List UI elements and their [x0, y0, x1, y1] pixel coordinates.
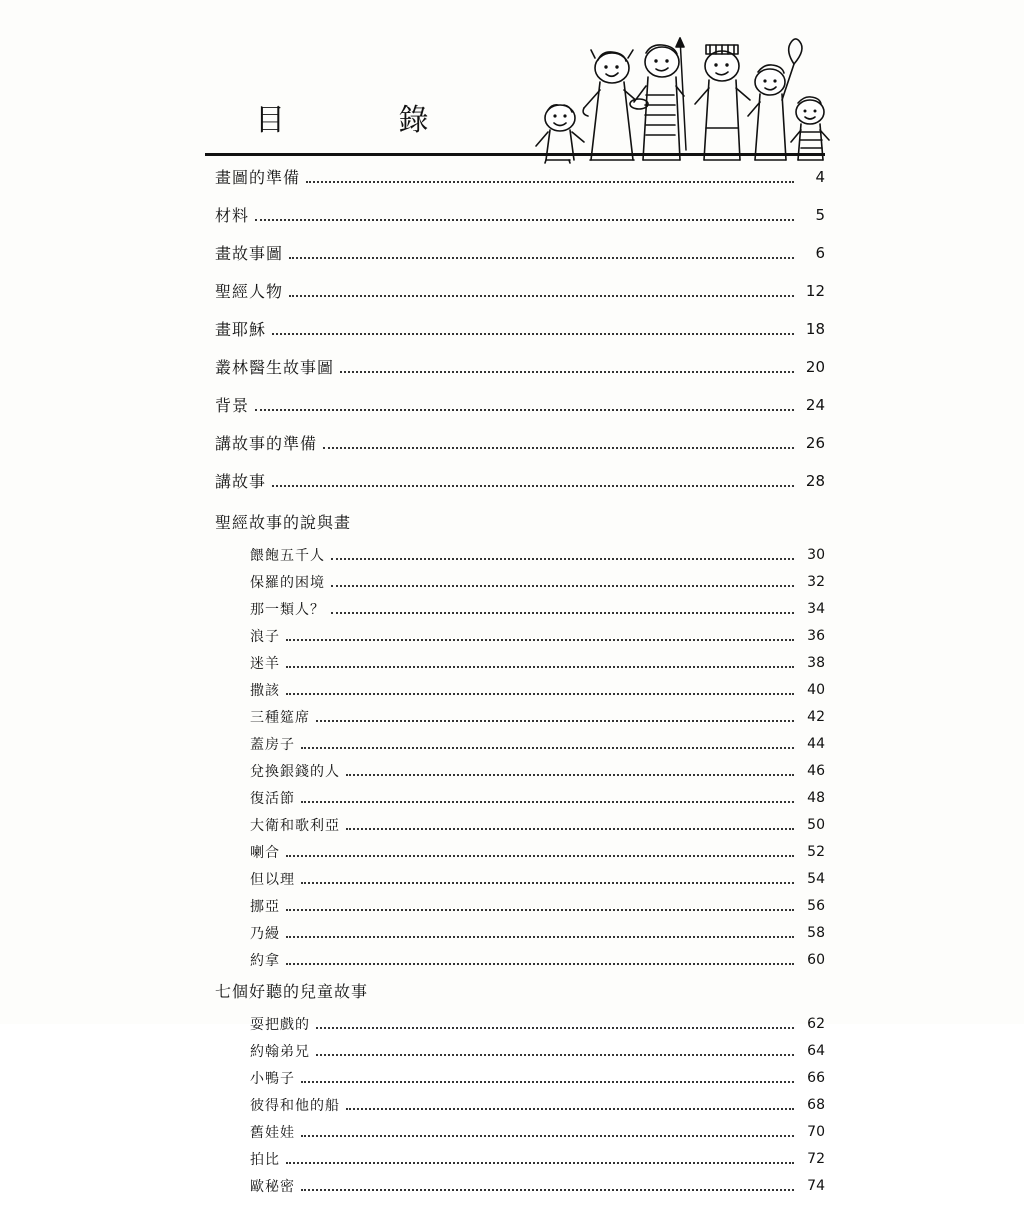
toc-leader-dots: [306, 175, 794, 183]
toc-entry-label: 撒該: [250, 683, 280, 699]
toc-entry-label: 拍比: [250, 1152, 280, 1168]
toc-entry-page-number: 6: [815, 244, 825, 262]
toc-entry[interactable]: [205, 898, 825, 914]
toc-entry-page-number: 26: [805, 434, 825, 452]
toc-entry[interactable]: [205, 320, 825, 338]
toc-leader-dots: [301, 741, 794, 749]
toc-entry-label: 兌換銀錢的人: [250, 764, 340, 780]
toc-entry-page-number: 74: [807, 1178, 825, 1194]
toc-entry-page-number: 32: [807, 574, 825, 590]
toc-sections: [205, 510, 825, 1194]
toc-section-heading: 聖經故事的說與畫: [215, 513, 352, 532]
toc-entry-page-number: 24: [805, 396, 825, 414]
toc-entry-page-number: 52: [807, 844, 825, 860]
toc-entry-label: 講故事的準備: [215, 434, 318, 453]
toc-entry-label: 小鴨子: [250, 1071, 295, 1087]
toc-entry[interactable]: [205, 1016, 825, 1032]
toc-entry[interactable]: [205, 358, 825, 376]
toc-entry[interactable]: [205, 434, 825, 452]
toc-entry-page-number: 72: [807, 1151, 825, 1167]
toc-entry[interactable]: [205, 1178, 825, 1194]
toc-entry[interactable]: [205, 709, 825, 725]
toc-section: [205, 979, 825, 1194]
toc-entry-label: 蓋房子: [250, 737, 295, 753]
toc-entry-label: 浪子: [250, 629, 280, 645]
toc-entry-page-number: 56: [807, 898, 825, 914]
toc-entry[interactable]: [205, 763, 825, 779]
toc-leader-dots: [286, 903, 794, 911]
toc-entry-page-number: 46: [807, 763, 825, 779]
toc-entry[interactable]: [205, 925, 825, 941]
toc-entry-page-number: 28: [805, 472, 825, 490]
toc-leader-dots: [301, 876, 794, 884]
toc-entry-page-number: 70: [807, 1124, 825, 1140]
toc-leader-dots: [331, 579, 794, 587]
toc-entry-label: 彼得和他的船: [250, 1098, 340, 1114]
toc-entry-label: 背景: [215, 396, 250, 415]
toc-leader-dots: [272, 479, 794, 487]
toc-entry-label: 耍把戲的: [250, 1017, 310, 1033]
toc-entry[interactable]: [205, 574, 825, 590]
toc-entry-page-number: 34: [807, 601, 825, 617]
toc-entry[interactable]: [205, 1043, 825, 1059]
toc-entry-label: 喇合: [250, 845, 280, 861]
toc-entry-page-number: 4: [815, 168, 825, 186]
toc-entry-label: 那一類人？: [250, 602, 325, 618]
toc-entry[interactable]: [205, 244, 825, 262]
toc-leader-dots: [272, 327, 794, 335]
toc-entry-label: 復活節: [250, 791, 295, 807]
toc-entry-page-number: 40: [807, 682, 825, 698]
toc-entry[interactable]: [205, 1070, 825, 1086]
hand-drawn-children-figures-illustration: [520, 20, 830, 160]
toc-entry[interactable]: [205, 168, 825, 186]
toc-entry-label: 畫圖的準備: [215, 168, 301, 187]
toc-entry-label: 約翰弟兄: [250, 1044, 310, 1060]
toc-leader-dots: [301, 795, 794, 803]
toc-entry-label: 但以理: [250, 872, 295, 888]
toc-entry[interactable]: [205, 1151, 825, 1167]
toc-leader-dots: [331, 606, 794, 614]
toc-entry-label: 材料: [215, 206, 250, 225]
toc-entry-label: 歐秘密: [250, 1179, 295, 1195]
toc-leader-dots: [289, 251, 794, 259]
toc-leader-dots: [346, 768, 794, 776]
toc-entry-label: 大衛和歌利亞: [250, 818, 340, 834]
toc-leader-dots: [323, 441, 794, 449]
toc-entry[interactable]: [205, 844, 825, 860]
toc-entry-label: 講故事: [215, 472, 267, 491]
toc-entry[interactable]: [205, 871, 825, 887]
toc-leader-dots: [301, 1183, 794, 1191]
toc-entry-label: 約拿: [250, 953, 280, 969]
toc-entry-page-number: 50: [807, 817, 825, 833]
toc-entry-page-number: 68: [807, 1097, 825, 1113]
toc-leader-dots: [316, 714, 794, 722]
toc-entry-page-number: 30: [807, 547, 825, 563]
toc-leader-dots: [346, 822, 794, 830]
toc-main-entries: [205, 168, 825, 490]
toc-leader-dots: [286, 633, 794, 641]
toc-entry-label: 三種筵席: [250, 710, 310, 726]
toc-entry[interactable]: [205, 1124, 825, 1140]
toc-leader-dots: [301, 1075, 794, 1083]
toc-entry[interactable]: [205, 817, 825, 833]
toc-entry-page-number: 18: [805, 320, 825, 338]
toc-leader-dots: [346, 1102, 794, 1110]
toc-leader-dots: [316, 1021, 794, 1029]
toc-entry-label: 聖經人物: [215, 282, 284, 301]
toc-entry-page-number: 48: [807, 790, 825, 806]
toc-entry[interactable]: [205, 472, 825, 490]
toc-leader-dots: [316, 1048, 794, 1056]
toc-entry[interactable]: [205, 628, 825, 644]
toc-entry-label: 畫耶穌: [215, 320, 267, 339]
toc-entry-label: 乃縵: [250, 926, 280, 942]
toc-entry[interactable]: [205, 655, 825, 671]
toc-leader-dots: [286, 1156, 794, 1164]
toc-leader-dots: [255, 403, 794, 411]
toc-entry-page-number: 54: [807, 871, 825, 887]
toc-entry[interactable]: [205, 736, 825, 752]
toc-leader-dots: [286, 687, 794, 695]
toc-entry-label: 保羅的困境: [250, 575, 325, 591]
toc-entry[interactable]: [205, 206, 825, 224]
toc-entry-label: 餵飽五千人: [250, 548, 325, 564]
toc-entry-page-number: 44: [807, 736, 825, 752]
toc-entry-label: 畫故事圖: [215, 244, 284, 263]
toc-entry[interactable]: [205, 790, 825, 806]
toc-entry-page-number: 58: [807, 925, 825, 941]
toc-entry[interactable]: [205, 1097, 825, 1113]
toc-entry-page-number: 36: [807, 628, 825, 644]
toc-entry[interactable]: [205, 601, 825, 617]
toc-entry-page-number: 62: [807, 1016, 825, 1032]
toc-entry[interactable]: [205, 396, 825, 414]
toc-leader-dots: [301, 1129, 794, 1137]
toc-entry-page-number: 20: [805, 358, 825, 376]
toc-leader-dots: [286, 849, 794, 857]
toc-entry-label: 叢林醫生故事圖: [215, 358, 335, 377]
table-of-contents: [205, 168, 825, 1205]
toc-leader-dots: [286, 930, 794, 938]
toc-entry-page-number: 38: [807, 655, 825, 671]
page-title: 目 錄: [255, 103, 481, 138]
toc-entry-page-number: 42: [807, 709, 825, 725]
toc-entry-page-number: 60: [807, 952, 825, 968]
toc-leader-dots: [289, 289, 794, 297]
toc-section: [205, 510, 825, 968]
toc-entry-label: 舊娃娃: [250, 1125, 295, 1141]
toc-leader-dots: [286, 957, 794, 965]
toc-entry-page-number: 66: [807, 1070, 825, 1086]
toc-leader-dots: [255, 213, 794, 221]
toc-entry[interactable]: [205, 282, 825, 300]
toc-entry-page-number: 5: [815, 206, 825, 224]
toc-section-heading: 七個好聽的兒童故事: [215, 982, 369, 1001]
toc-entry[interactable]: [205, 952, 825, 968]
toc-leader-dots: [340, 365, 794, 373]
toc-entry-page-number: 64: [807, 1043, 825, 1059]
toc-entry-label: 迷羊: [250, 656, 280, 672]
toc-entry[interactable]: [205, 547, 825, 563]
toc-entry-page-number: 12: [805, 282, 825, 300]
toc-leader-dots: [331, 552, 794, 560]
toc-entry-label: 挪亞: [250, 899, 280, 915]
toc-leader-dots: [286, 660, 794, 668]
toc-entry[interactable]: [205, 682, 825, 698]
